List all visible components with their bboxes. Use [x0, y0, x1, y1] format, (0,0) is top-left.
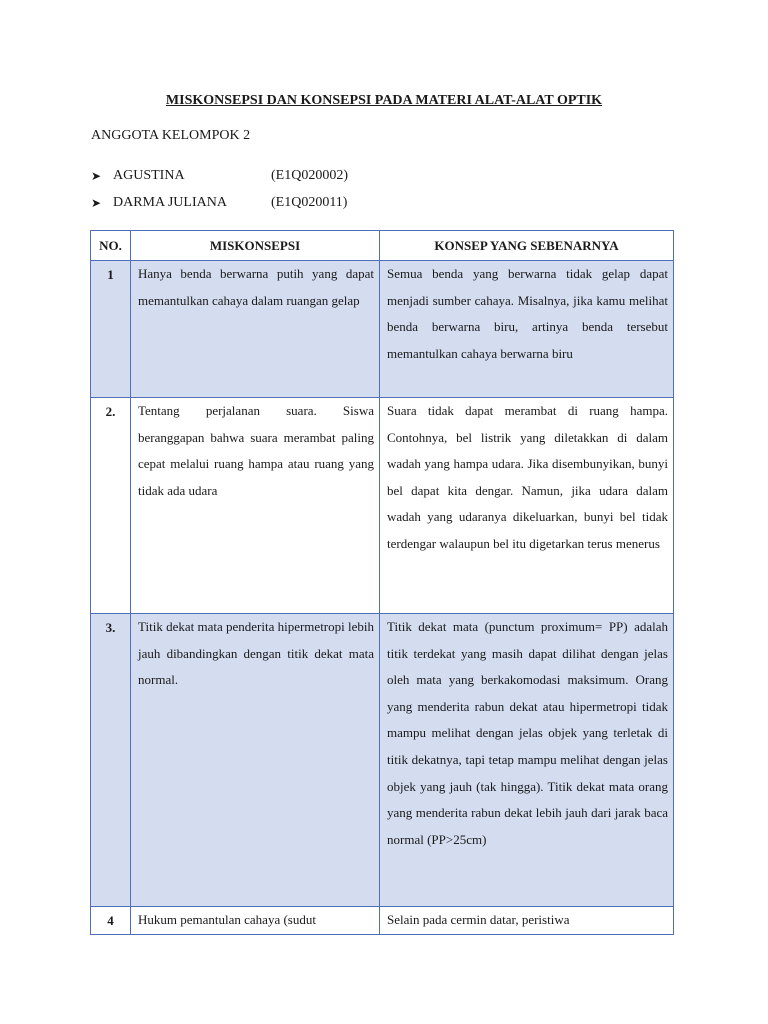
miskonsepsi-cell: Hanya benda berwarna putih yang dapat memantulkan cahaya dalam ruangan gelap [131, 261, 380, 398]
konsep-cell: Suara tidak dapat merambat di ruang hampa. Contohnya, bel listrik yang diletakkan di dalam wadah yang hampa udara. Jika disembunyikan, bunyi bel dapat kita dengar. Namun, jika udara dalam wadah yang udaranya dikeluarkan, bunyi bel tidak terdengar walaupun bel itu digetarkan terus menerus [380, 398, 674, 614]
header-miskonsepsi: MISKONSEPSI [131, 231, 380, 261]
arrow-bullet-icon: ➤ [91, 195, 102, 210]
member-name: DARMA JULIANA [113, 195, 227, 210]
table-row [91, 907, 674, 935]
table-header-row [91, 231, 674, 261]
miskonsepsi-cell: Tentang perjalanan suara. Siswa beranggapan bahwa suara merambat paling cepat melalui ruang hampa atau ruang yang tidak ada udara [131, 398, 380, 614]
row-number: 1 [91, 261, 131, 398]
row-number: 3. [91, 614, 131, 907]
member-item [91, 195, 347, 211]
konsep-cell: Titik dekat mata (punctum proximum= PP) adalah titik terdekat yang masih dapat dilihat dengan jelas oleh mata yang berkakomodasi maksimum. Orang yang menderita rabun dekat atau hipermetropi tidak mampu melihat dengan jelas objek yang terletak di titik dekatnya, tapi tetap mampu melihat dengan jelas objek yang jauh (tak hingga). Titik dekat mata orang yang menderita rabun dekat lebih jauh dari jarak baca normal (PP>25cm) [380, 614, 674, 907]
row-number: 2. [91, 398, 131, 614]
arrow-bullet-icon: ➤ [91, 168, 102, 183]
member-item [91, 168, 348, 184]
header-konsep: KONSEP YANG SEBENARNYA [380, 231, 674, 261]
konsep-cell: Semua benda yang berwarna tidak gelap dapat menjadi sumber cahaya. Misalnya, jika kamu melihat benda berwarna biru, artinya benda tersebut memantulkan cahaya berwarna biru [380, 261, 674, 398]
member-name: AGUSTINA [113, 168, 185, 183]
member-id: (E1Q020011) [271, 195, 348, 210]
konsep-cell: Selain pada cermin datar, peristiwa [380, 907, 674, 935]
miskonsepsi-cell: Titik dekat mata penderita hipermetropi lebih jauh dibandingkan dengan titik dekat mata normal. [131, 614, 380, 907]
group-label: ANGGOTA KELOMPOK 2 [91, 128, 251, 143]
miskonsepsi-cell: Hukum pemantulan cahaya (sudut [131, 907, 380, 935]
document-title: MISKONSEPSI DAN KONSEPSI PADA MATERI ALAT-ALAT OPTIK [165, 93, 603, 108]
table-row [91, 398, 674, 614]
table-row [91, 614, 674, 907]
concept-table [90, 230, 674, 935]
table-row [91, 261, 674, 398]
header-no: NO. [91, 231, 131, 261]
member-id: (E1Q020002) [271, 168, 348, 183]
row-number: 4 [91, 907, 131, 935]
